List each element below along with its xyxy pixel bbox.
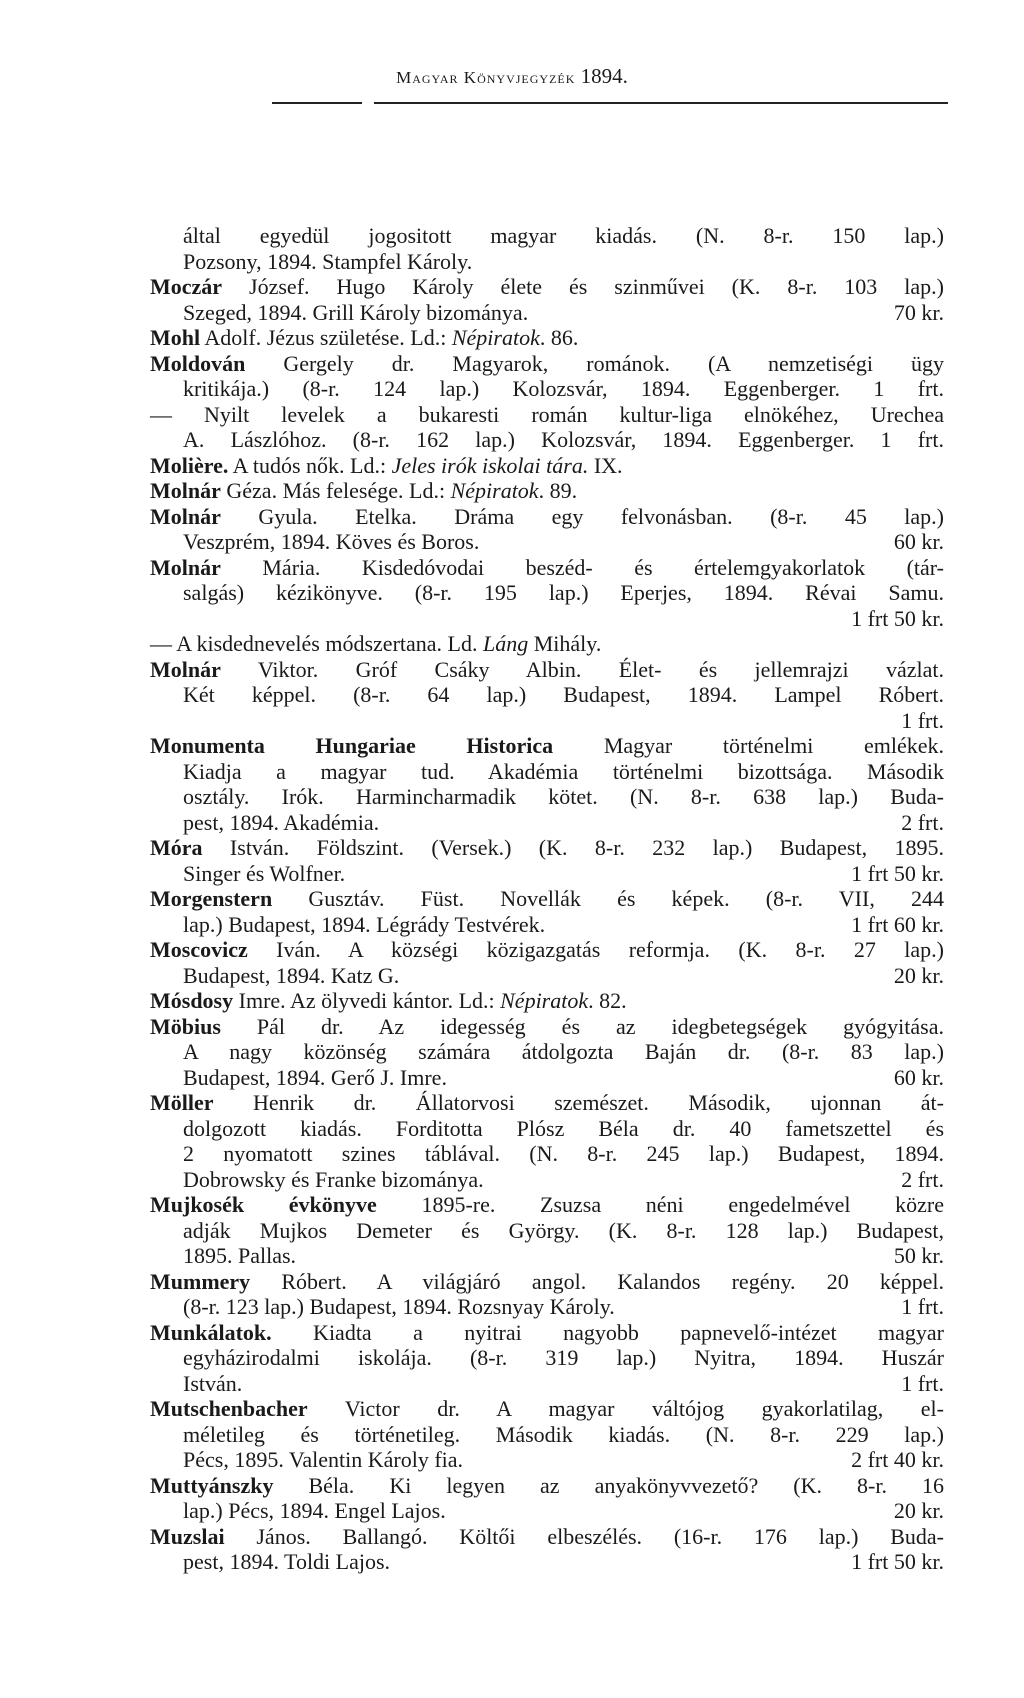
- entry-line: [150, 1422, 944, 1448]
- entry-author: Mohl: [150, 325, 201, 350]
- series-title: Népiratok: [450, 478, 539, 503]
- line-text: [150, 1269, 944, 1294]
- entry-line: [150, 784, 944, 810]
- entry-author: Monumenta Hungariae Historica: [150, 733, 554, 758]
- entry-text: pest, 1894. Toldi Lajos.: [183, 1549, 391, 1574]
- line-text: [183, 376, 944, 401]
- line-text: [183, 784, 944, 809]
- entry-line: [150, 1269, 944, 1295]
- entry-line: [150, 759, 944, 785]
- entry-price: 1 frt.: [901, 707, 944, 733]
- line-text: [183, 1243, 296, 1269]
- entry-line: [150, 1524, 944, 1550]
- entry-text: Budapest, 1894. Gerő J. Imre.: [183, 1064, 447, 1090]
- catalog-entries: [150, 223, 944, 1575]
- entry-line: [150, 1192, 944, 1218]
- entry-text: Magyar történelmi emlékek.: [553, 733, 944, 758]
- entry-author: Möller: [150, 1090, 214, 1115]
- entry-line: [150, 1447, 944, 1473]
- entry-line: [150, 555, 944, 581]
- entry-text: kritikája.) (8-r. 124 lap.) Kolozsvár, 1894. Eggenberger. 1 frt.: [183, 376, 944, 401]
- entry-author: Molnár: [150, 478, 221, 503]
- entry-author: Molnár: [150, 554, 221, 580]
- entry-author: Molnár: [150, 503, 221, 529]
- entry-text: méletileg és történetileg. Második kiadás. (N. 8-r. 229 lap.): [183, 1421, 944, 1447]
- line-text: [150, 1192, 944, 1217]
- entry-text: Gergely dr. Magyarok, románok. (A nemzetiségi ügy: [245, 350, 944, 376]
- entry-text: Kiadta a nyitrai nagyobb papnevelő-intézet magyar: [271, 1319, 944, 1345]
- line-text: [150, 351, 944, 376]
- entry-text: Henrik dr. Állatorvosi szemészet. Második, ujonnan át-: [213, 1090, 944, 1115]
- entry-line: [150, 1039, 944, 1065]
- line-text: [183, 1141, 944, 1166]
- entry-line: [150, 1141, 944, 1167]
- entry-text: Két képpel. (8-r. 64 lap.) Budapest, 1894. Lampel Róbert.: [183, 682, 944, 707]
- line-text: [150, 937, 944, 962]
- entry-text: 2 nyomatott szines táblával. (N. 8-r. 245 lap.) Budapest, 1894.: [183, 1141, 944, 1166]
- entry-author: Molière.: [150, 452, 229, 478]
- series-title: Láng: [482, 631, 529, 656]
- entry-text: — Nyilt levelek a bukaresti román kultur-liga elnökéhez, Urechea: [150, 401, 944, 427]
- line-text: [183, 1422, 944, 1447]
- entry-text: Adolf. Jézus születése. Ld.:: [200, 325, 452, 350]
- entry-text: Mária. Kisdedóvodai beszéd- és értelemgyakorlatok (tár-: [220, 554, 944, 580]
- entry-price: 1 frt 60 kr.: [851, 911, 944, 937]
- entry-text: A. Lászlóhoz. (8-r. 162 lap.) Kolozsvár, 1894. Eggenberger. 1 frt.: [183, 427, 944, 452]
- header-rule: [272, 102, 948, 104]
- entry-line: [150, 861, 944, 887]
- entry-text: salgás) kézikönyve. (8-r. 195 lap.) Eperjes, 1894. Révai Samu.: [183, 580, 944, 605]
- entry-line: [150, 1345, 944, 1371]
- entry-text: Mihály.: [528, 631, 602, 656]
- entry-line: [150, 1549, 944, 1575]
- entry-text: Szeged, 1894. Grill Károly bizománya.: [183, 299, 529, 325]
- entry-text: . 82.: [588, 988, 627, 1013]
- line-text: [183, 529, 479, 555]
- header-title: Magyar Könyvjegyzék: [396, 68, 576, 87]
- line-text: [150, 1473, 944, 1498]
- entry-line: [150, 657, 944, 683]
- entry-author: Munkálatok.: [150, 1319, 272, 1345]
- entry-text: István. Földszint. (Versek.) (K. 8-r. 232 lap.) Budapest, 1895.: [202, 835, 944, 860]
- entry-price: 2 frt.: [901, 809, 944, 835]
- line-text: [150, 274, 944, 299]
- line-text: [183, 1218, 944, 1243]
- entry-text: — A kisdednevelés módszertana. Ld.: [150, 631, 483, 656]
- line-text: [150, 1090, 944, 1115]
- entry-text: Pál dr. Az idegesség és az idegbetegségek gyógyitása.: [220, 1013, 944, 1039]
- entry-text: Budapest, 1894. Katz G.: [183, 962, 400, 988]
- entry-text: István.: [183, 1370, 243, 1396]
- line-text: [150, 1524, 944, 1549]
- entry-line: [150, 325, 944, 351]
- line-text: [150, 504, 944, 529]
- entry-line: [150, 733, 944, 759]
- entry-text: 1895. Pallas.: [183, 1243, 297, 1268]
- entry-line: [150, 1218, 944, 1244]
- line-text: [183, 300, 528, 326]
- entry-text: A nagy közönség számára átdolgozta Baján dr. (8-r. 83 lap.): [183, 1039, 944, 1064]
- entry-price: 20 kr.: [893, 1498, 944, 1523]
- line-text: [150, 478, 577, 503]
- line-text: [150, 835, 944, 860]
- entry-price: 2 frt.: [901, 1166, 944, 1192]
- entry-line: [150, 886, 944, 912]
- entry-author: Moczár: [150, 274, 223, 299]
- entry-text: . 89.: [538, 478, 578, 503]
- entry-line: [150, 912, 944, 938]
- entry-line: [150, 529, 944, 555]
- line-text: [183, 427, 944, 452]
- entry-line: [150, 580, 944, 606]
- line-text: [183, 249, 472, 274]
- entry-price: 60 kr.: [893, 1064, 944, 1090]
- line-text: [150, 325, 578, 350]
- entry-line: [150, 478, 944, 504]
- entry-line: [150, 988, 944, 1014]
- line-text: [150, 453, 623, 478]
- entry-line: [150, 682, 944, 708]
- line-text: [150, 555, 944, 580]
- entry-text: Gusztáv. Füst. Novellák és képek. (8-r. VII, 244: [272, 886, 944, 911]
- entry-price: 50 kr.: [893, 1243, 944, 1268]
- entry-text: A tudós nők. Ld.:: [228, 452, 392, 478]
- entry-price: 1 frt 50 kr.: [851, 860, 944, 886]
- line-text: [150, 631, 601, 656]
- entry-text: pest, 1894. Akadémia.: [183, 809, 380, 835]
- entry-text: János. Ballangó. Költői elbeszélés. (16-r. 176 lap.) Buda-: [224, 1523, 944, 1549]
- entry-line: [150, 810, 944, 836]
- line-text: [150, 1014, 944, 1039]
- entry-text: által egyedül jogositott magyar kiadás. (N. 8-r. 150 lap.): [183, 223, 944, 248]
- entry-author: Moldován: [150, 350, 246, 376]
- entry-text: dolgozott kiadás. Forditotta Plósz Béla dr. 40 fametszettel és: [183, 1115, 944, 1141]
- entry-author: Mujkosék évkönyve: [150, 1192, 377, 1217]
- entry-author: Mósdosy: [150, 988, 234, 1013]
- entry-author: Molnár: [150, 656, 221, 682]
- entry-text: Róbert. A világjáró angol. Kalandos regény. 20 képpel.: [250, 1268, 944, 1294]
- entry-text: IX.: [588, 452, 623, 478]
- entry-text: 1895-re. Zsuzsa néni engedelmével közre: [376, 1192, 945, 1217]
- entry-line: [150, 1116, 944, 1142]
- line-text: [183, 580, 944, 605]
- entry-line: [150, 1498, 944, 1524]
- line-text: [150, 1396, 944, 1421]
- line-text: [183, 1371, 242, 1397]
- entry-price: 1 frt 50 kr.: [851, 605, 944, 631]
- entry-line: [150, 963, 944, 989]
- line-text: [150, 886, 944, 911]
- entry-text: (8-r. 123 lap.) Budapest, 1894. Rozsnyay Károly.: [183, 1294, 615, 1319]
- entry-author: Morgenstern: [150, 886, 273, 911]
- line-text: [183, 1345, 944, 1370]
- entry-price: 1 frt.: [901, 1370, 944, 1396]
- entry-line: [150, 708, 944, 734]
- entry-line: [150, 223, 944, 249]
- line-text: [183, 963, 399, 989]
- entry-text: Victor dr. A magyar váltójog gyakorlatilag, el-: [307, 1396, 944, 1421]
- entry-price: 1 frt.: [901, 1294, 944, 1319]
- entry-line: [150, 1090, 944, 1116]
- series-title: Jeles irók iskolai tára.: [391, 452, 589, 478]
- series-title: Népiratok: [500, 988, 589, 1013]
- line-text: [150, 988, 627, 1013]
- line-text: [183, 1549, 390, 1575]
- entry-line: [150, 1473, 944, 1499]
- entry-line: [150, 453, 944, 479]
- entry-text: Béla. Ki legyen az anyakönyvvezető? (K. 8-r. 16: [273, 1472, 944, 1498]
- entry-line: [150, 427, 944, 453]
- entry-line: [150, 402, 944, 428]
- line-text: [183, 1065, 447, 1091]
- line-text: [183, 810, 379, 836]
- entry-text: Pozsony, 1894. Stampfel Károly.: [183, 248, 473, 274]
- line-text: [183, 223, 944, 248]
- entry-text: egyházirodalmi iskolája. (8-r. 319 lap.) Nyitra, 1894. Huszár: [183, 1345, 944, 1370]
- entry-author: Möbius: [150, 1013, 221, 1039]
- line-text: [183, 1039, 944, 1064]
- entry-line: [150, 1320, 944, 1346]
- line-text: [183, 1116, 944, 1141]
- line-text: [183, 1294, 615, 1320]
- entry-line: [150, 1065, 944, 1091]
- entry-line: [150, 504, 944, 530]
- entry-text: Gyula. Etelka. Dráma egy felvonásban. (8-r. 45 lap.): [220, 503, 944, 529]
- entry-text: lap.) Pécs, 1894. Engel Lajos.: [183, 1498, 446, 1523]
- entry-price: 1 frt 50 kr.: [851, 1549, 944, 1574]
- entry-text: József. Hugo Károly élete és szinművei (K. 8-r. 103 lap.): [222, 274, 944, 299]
- entry-text: Imre. Az ölyvedi kántor. Ld.:: [233, 988, 501, 1013]
- line-text: [183, 759, 944, 784]
- entry-text: Iván. A községi közigazgatás reformja. (K. 8-r. 27 lap.): [247, 937, 944, 962]
- entry-text: Kiadja a magyar tud. Akadémia történelmi bizottsága. Második: [183, 758, 944, 784]
- entry-text: lap.) Budapest, 1894. Légrády Testvérek.: [183, 911, 546, 937]
- entry-line: [150, 300, 944, 326]
- entry-author: Mutschenbacher: [150, 1396, 308, 1421]
- entry-line: [150, 274, 944, 300]
- line-text: [183, 912, 545, 938]
- entry-line: [150, 835, 944, 861]
- entry-price: 60 kr.: [893, 529, 944, 554]
- entry-text: Pécs, 1895. Valentin Károly fia.: [183, 1447, 464, 1472]
- entry-line: [150, 1014, 944, 1040]
- entry-line: [150, 606, 944, 632]
- entry-price: 2 frt 40 kr.: [851, 1447, 944, 1472]
- entry-line: [150, 376, 944, 402]
- entry-line: [150, 1294, 944, 1320]
- line-text: [183, 1447, 463, 1473]
- entry-line: [150, 249, 944, 275]
- line-text: [183, 1167, 484, 1193]
- line-text: [150, 733, 944, 758]
- entry-text: Dobrowsky és Franke bizománya.: [183, 1166, 484, 1192]
- entry-text: Singer és Wolfner.: [183, 860, 346, 886]
- series-title: Népiratok: [451, 325, 540, 350]
- entry-author: Muzslai: [150, 1523, 225, 1549]
- entry-price: 70 kr.: [893, 299, 944, 325]
- entry-line: [150, 351, 944, 377]
- entry-line: [150, 631, 944, 657]
- entry-line: [150, 1243, 944, 1269]
- entry-text: Viktor. Gróf Csáky Albin. Élet- és jellemrajzi vázlat.: [220, 656, 944, 682]
- entry-author: Móra: [150, 835, 203, 860]
- entry-price: 20 kr.: [893, 962, 944, 988]
- entry-text: adják Mujkos Demeter és György. (K. 8-r. 128 lap.) Budapest,: [183, 1217, 944, 1243]
- running-header: [0, 64, 1024, 89]
- line-text: [150, 1320, 944, 1345]
- entry-author: Muttyánszky: [150, 1472, 274, 1498]
- entry-line: [150, 937, 944, 963]
- entry-line: [150, 1167, 944, 1193]
- line-text: [183, 682, 944, 707]
- entry-text: . 86.: [539, 325, 579, 350]
- entry-text: Géza. Más felesége. Ld.:: [220, 478, 451, 503]
- header-year: 1894.: [580, 64, 628, 88]
- line-text: [150, 402, 944, 427]
- line-text: [150, 657, 944, 682]
- line-text: [183, 861, 345, 887]
- entry-text: Veszprém, 1894. Köves és Boros.: [183, 529, 480, 554]
- line-text: [183, 1498, 446, 1524]
- entry-line: [150, 1371, 944, 1397]
- entry-line: [150, 1396, 944, 1422]
- entry-text: osztály. Irók. Harmincharmadik kötet. (N. 8-r. 638 lap.) Buda-: [183, 784, 944, 809]
- entry-author: Mummery: [150, 1268, 251, 1294]
- entry-author: Moscovicz: [150, 937, 248, 962]
